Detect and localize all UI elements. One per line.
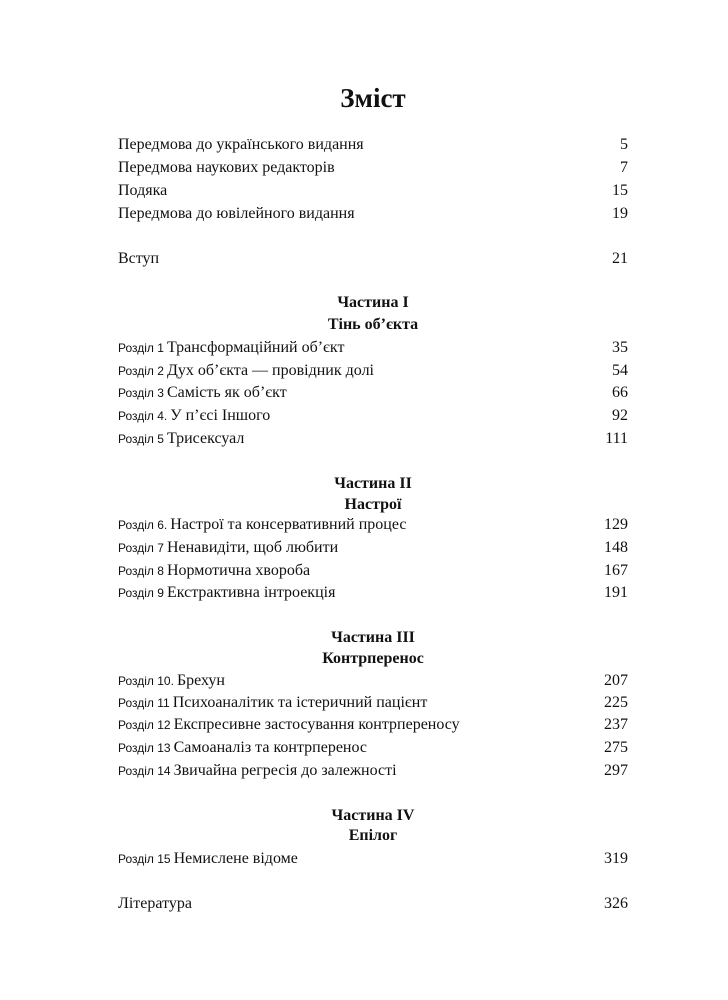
toc-entry-page: 148 — [604, 539, 628, 556]
chapter-number: Розділ 9 — [118, 586, 164, 600]
toc-entry-preface-ukrainian[interactable] — [118, 134, 628, 156]
chapter-number: Розділ 15 — [118, 852, 171, 866]
page-title: Зміст — [340, 83, 406, 113]
part-title: Настрої — [344, 496, 402, 513]
chapter-number: Розділ 1 — [118, 341, 164, 355]
toc-entry-page: 167 — [604, 562, 628, 579]
toc-chapter-15[interactable] — [118, 848, 628, 870]
toc-entry-page: 319 — [604, 850, 628, 867]
chapter-title: Самоаналіз та контрперенос — [173, 739, 367, 756]
chapter-number: Розділ 13 — [118, 741, 171, 755]
toc-chapter-1[interactable] — [118, 337, 628, 359]
toc-entry-preface-editors[interactable] — [118, 157, 628, 179]
toc-entry-page: 129 — [604, 516, 628, 533]
toc-entry-introduction[interactable] — [118, 248, 628, 270]
chapter-title: Психоаналітик та істеричний пацієнт — [172, 694, 428, 711]
chapter-title: Самість як об’єкт — [166, 384, 287, 401]
chapter-title: Трисексуал — [166, 430, 245, 447]
toc-chapter-2[interactable] — [118, 360, 628, 382]
chapter-number: Розділ 8 — [118, 564, 164, 578]
toc-entry-page: 5 — [620, 136, 628, 153]
toc-entry-page: 15 — [612, 182, 628, 199]
chapter-title: Ненавидіти, щоб любити — [166, 539, 339, 556]
chapter-number: Розділ 12 — [118, 718, 171, 732]
part-number: Частина II — [334, 475, 412, 492]
toc-entry-page: 92 — [612, 407, 628, 424]
chapter-number: Розділ 4. — [118, 409, 168, 423]
toc-entry-page: 225 — [604, 694, 628, 711]
toc-chapter-13[interactable] — [118, 737, 628, 759]
part-title: Тінь об’єкта — [327, 316, 419, 333]
toc-entry-preface-anniversary[interactable] — [118, 203, 628, 225]
toc-entry-page: 191 — [604, 584, 628, 601]
toc-entry-acknowledgements[interactable] — [118, 180, 628, 202]
toc-entry-page: 7 — [620, 159, 628, 176]
toc-entry-label: Передмова до українського видання — [118, 136, 364, 153]
toc-chapter-7[interactable] — [118, 537, 628, 559]
toc-entry-page: 275 — [604, 739, 628, 756]
chapter-title: Експресивне застосування контрпереносу — [173, 716, 460, 733]
part-title: Контрперенос — [322, 650, 424, 667]
toc-entry-label: Передмова до ювілейного видання — [118, 205, 355, 222]
chapter-number: Розділ 10. — [118, 674, 174, 688]
toc-entry-label: Подяка — [118, 182, 168, 199]
toc-chapter-9[interactable] — [118, 582, 628, 604]
chapter-number: Розділ 7 — [118, 541, 164, 555]
part-number: Частина IV — [331, 807, 415, 824]
chapter-title: Нормотична хвороба — [166, 562, 311, 579]
toc-entry-page: 207 — [604, 672, 628, 689]
toc-entry-label: Вступ — [118, 250, 160, 267]
toc-chapter-10[interactable] — [118, 670, 628, 692]
toc-chapter-14[interactable] — [118, 760, 628, 782]
toc-chapter-12[interactable] — [118, 714, 628, 736]
chapter-title: Трансформаційний об’єкт — [166, 339, 345, 356]
toc-entry-page: 326 — [604, 895, 628, 912]
toc-entry-page: 21 — [612, 250, 628, 267]
toc-entry-page: 297 — [604, 762, 628, 779]
toc-entry-label: Передмова наукових редакторів — [118, 159, 335, 176]
chapter-number: Розділ 6. — [118, 518, 168, 532]
toc-entry-label: Література — [118, 895, 192, 912]
toc-entry-page: 19 — [612, 205, 628, 222]
chapter-number: Розділ 3 — [118, 386, 164, 400]
chapter-number: Розділ 11 — [118, 696, 170, 710]
toc-chapter-4[interactable] — [118, 405, 628, 427]
chapter-number: Розділ 2 — [118, 364, 164, 378]
part-number: Частина III — [331, 629, 415, 646]
toc-chapter-11[interactable] — [118, 692, 628, 714]
chapter-title: Немислене відоме — [173, 850, 298, 867]
chapter-title: Брехун — [176, 672, 225, 689]
chapter-number: Розділ 14 — [118, 764, 171, 778]
toc-entry-bibliography[interactable] — [118, 893, 628, 915]
toc-chapter-6[interactable] — [118, 514, 628, 536]
toc-entry-page: 66 — [612, 384, 628, 401]
chapter-title: Звичайна регресія до залежності — [173, 762, 397, 779]
toc-chapter-3[interactable] — [118, 382, 628, 404]
toc-chapter-8[interactable] — [118, 560, 628, 582]
part-title: Епілог — [348, 827, 398, 844]
toc-entry-page: 111 — [605, 430, 628, 447]
chapter-title: У п’єсі Іншого — [170, 407, 271, 424]
toc-entry-page: 54 — [612, 362, 628, 379]
chapter-title: Екстрактивна інтроекція — [166, 584, 336, 601]
chapter-number: Розділ 5 — [118, 432, 164, 446]
toc-chapter-5[interactable] — [118, 428, 628, 450]
toc-entry-page: 35 — [612, 339, 628, 356]
toc-entry-page: 237 — [604, 716, 628, 733]
part-number: Частина I — [337, 294, 409, 311]
chapter-title: Дух об’єкта — провідник долі — [166, 362, 374, 379]
chapter-title: Настрої та консервативний процес — [170, 516, 407, 533]
